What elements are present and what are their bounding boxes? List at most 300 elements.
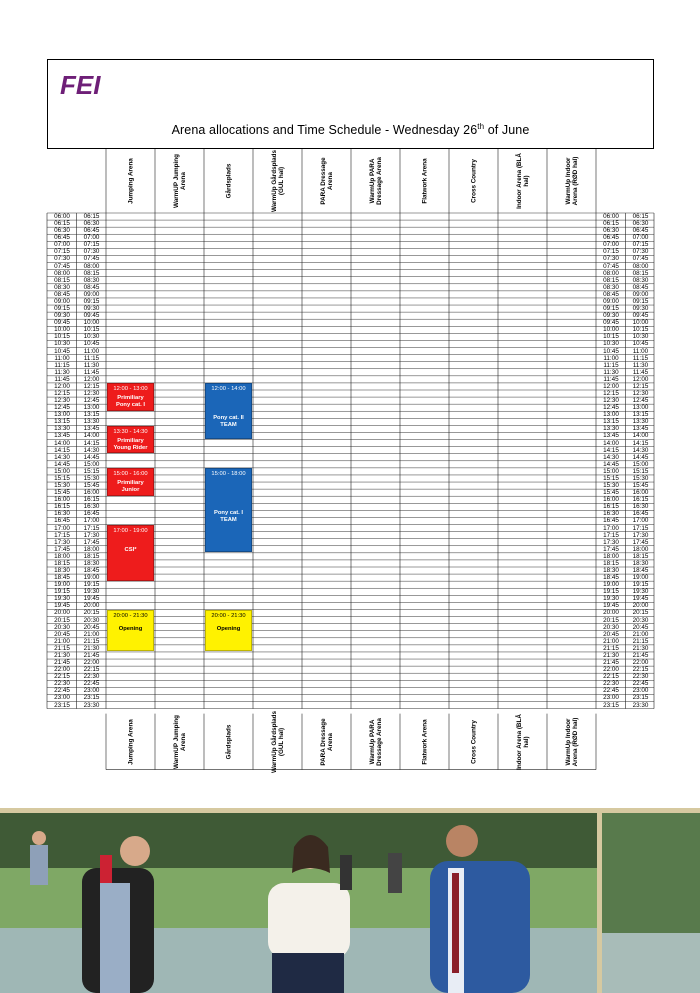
time-cell-right-from: 07:15 bbox=[603, 248, 619, 256]
time-cell-right-to: 14:45 bbox=[632, 453, 649, 461]
time-cell-left-to: 16:00 bbox=[83, 489, 100, 497]
time-cell-left-from: 06:45 bbox=[54, 234, 70, 242]
time-cell-left-to: 11:45 bbox=[83, 368, 100, 376]
time-cell-right-from: 17:00 bbox=[603, 524, 619, 532]
time-cell-right-from: 07:45 bbox=[603, 262, 619, 270]
title-sup: th bbox=[477, 122, 485, 131]
time-cell-left-from: 07:00 bbox=[54, 241, 70, 249]
arena-header-top-9 bbox=[547, 149, 596, 213]
event-time: 13:30 - 14:30 bbox=[113, 428, 148, 435]
time-cell-right-from: 15:30 bbox=[603, 482, 619, 490]
time-cell-right-from: 06:00 bbox=[603, 213, 619, 220]
time-cell-right-from: 17:15 bbox=[603, 531, 619, 539]
event-time: 12:00 - 14:00 bbox=[211, 386, 246, 393]
time-cell-left-from: 16:15 bbox=[54, 503, 70, 511]
time-cell-right-from: 09:15 bbox=[603, 305, 619, 313]
time-cell-right-to: 12:15 bbox=[632, 382, 649, 390]
time-cell-left-to: 18:45 bbox=[83, 567, 100, 574]
time-cell-left-from: 13:30 bbox=[54, 425, 70, 433]
time-cell-left-to: 12:15 bbox=[83, 382, 100, 390]
event-label: Young Rider bbox=[113, 444, 148, 451]
event-label: Pony cat. II bbox=[213, 415, 244, 422]
time-cell-right-from: 18:30 bbox=[603, 567, 619, 574]
time-cell-left-to: 08:00 bbox=[83, 262, 100, 270]
time-cell-right-to: 13:15 bbox=[632, 411, 649, 419]
time-cell-left-from: 06:30 bbox=[54, 227, 70, 235]
time-cell-right-to: 15:30 bbox=[632, 474, 649, 482]
time-cell-left-to: 22:15 bbox=[83, 666, 100, 674]
time-cell-left-to: 14:30 bbox=[83, 446, 100, 454]
time-cell-right-to: 22:15 bbox=[632, 666, 649, 674]
arena-header-bottom-8 bbox=[498, 714, 547, 770]
event-block[interactable] bbox=[205, 610, 252, 651]
time-cell-right-from: 09:30 bbox=[603, 312, 619, 320]
arena-header-label: Jumping Arena bbox=[127, 718, 134, 765]
time-cell-left-to: 20:30 bbox=[83, 616, 100, 624]
page-title bbox=[48, 122, 653, 137]
time-cell-right-to: 19:15 bbox=[632, 581, 649, 589]
time-cell-right-to: 07:00 bbox=[632, 234, 649, 242]
time-cell-left-from: 07:15 bbox=[54, 248, 70, 256]
time-cell-left-to: 10:45 bbox=[83, 340, 100, 348]
arena-header-label: WarmUp Gårdsplads (GUL hal) bbox=[270, 710, 285, 773]
time-cell-left-from: 18:00 bbox=[54, 552, 70, 560]
time-cell-left-from: 12:15 bbox=[54, 390, 70, 397]
time-cell-left-to: 11:30 bbox=[83, 361, 100, 369]
time-cell-left-to: 14:45 bbox=[83, 453, 100, 461]
arena-header-top-7 bbox=[449, 149, 498, 213]
arena-header-label: WarmUp PARA Dressage Arena bbox=[368, 157, 383, 205]
time-cell-left-from: 08:15 bbox=[54, 276, 70, 284]
time-cell-right-to: 11:00 bbox=[632, 347, 649, 355]
title-tail: of June bbox=[484, 123, 530, 138]
time-cell-left-from: 17:30 bbox=[54, 538, 70, 546]
arena-header-bottom-5 bbox=[351, 714, 400, 770]
time-cell-right-to: 16:45 bbox=[632, 510, 649, 518]
time-cell-right-from: 15:15 bbox=[603, 474, 619, 482]
time-cell-left-to: 21:30 bbox=[83, 644, 100, 652]
time-cell-right-to: 22:30 bbox=[632, 673, 649, 681]
time-cell-left-to: 18:30 bbox=[83, 559, 100, 567]
arena-header-bottom-1 bbox=[155, 714, 204, 770]
time-cell-right-from: 16:15 bbox=[603, 503, 619, 511]
time-cell-left-to: 17:00 bbox=[83, 517, 100, 525]
time-cell-right-from: 08:15 bbox=[603, 276, 619, 284]
time-cell-right-to: 10:30 bbox=[632, 333, 649, 341]
event-block[interactable] bbox=[107, 468, 154, 495]
time-cell-right-to: 19:30 bbox=[632, 588, 649, 596]
time-cell-left-from: 13:00 bbox=[54, 411, 70, 419]
time-cell-right-from: 07:00 bbox=[603, 241, 619, 249]
time-cell-left-to: 07:15 bbox=[83, 241, 100, 249]
time-cell-left-to: 22:30 bbox=[83, 673, 100, 681]
time-cell-right-to: 21:00 bbox=[632, 630, 649, 638]
time-cell-right-to: 09:15 bbox=[632, 297, 649, 305]
arena-header-top-6 bbox=[400, 149, 449, 213]
time-cell-right-to: 19:45 bbox=[632, 595, 649, 603]
time-cell-right-from: 14:00 bbox=[603, 439, 619, 447]
arena-header-top-3 bbox=[253, 149, 302, 213]
arena-header-label: Gårdsplads bbox=[225, 724, 232, 759]
time-cell-left-to: 15:15 bbox=[83, 467, 100, 475]
time-cell-right-to: 23:15 bbox=[632, 694, 649, 702]
event-time: 15:00 - 18:00 bbox=[211, 471, 246, 478]
time-cell-right-to: 14:00 bbox=[632, 432, 649, 440]
event-label: CSI* bbox=[124, 547, 137, 554]
time-cell-left-from: 14:30 bbox=[54, 453, 70, 461]
time-cell-left-to: 06:15 bbox=[83, 213, 100, 220]
event-time: 20:00 - 21:30 bbox=[113, 612, 148, 619]
time-cell-left-to: 12:45 bbox=[83, 397, 100, 405]
time-cell-left-from: 19:00 bbox=[54, 581, 70, 589]
event-label: TEAM bbox=[220, 517, 237, 524]
time-cell-left-to: 11:15 bbox=[83, 354, 100, 362]
arena-header-label: WarmUp Indoor Arena (RØD hal) bbox=[564, 717, 579, 766]
time-cell-right-to: 07:45 bbox=[632, 255, 649, 263]
time-cell-left-from: 17:15 bbox=[54, 531, 70, 539]
time-cell-left-from: 10:15 bbox=[54, 333, 70, 341]
event-label: Primiliary bbox=[117, 480, 144, 487]
time-cell-left-from: 09:00 bbox=[54, 297, 70, 305]
time-cell-left-to: 16:30 bbox=[83, 503, 100, 511]
time-cell-left-from: 07:30 bbox=[54, 255, 70, 263]
time-cell-left-from: 17:45 bbox=[54, 545, 70, 553]
time-cell-right-from: 10:45 bbox=[603, 347, 619, 355]
arena-header-label: WarmUp Gårdsplads (GUL hal) bbox=[270, 149, 285, 213]
arena-header-bottom-9 bbox=[547, 714, 596, 770]
time-cell-right-to: 09:00 bbox=[632, 290, 649, 298]
arena-header-top-2 bbox=[204, 149, 253, 213]
time-cell-left-from: 22:30 bbox=[54, 680, 70, 688]
arena-header-label: PARA Dressage Arena bbox=[319, 157, 334, 205]
time-cell-left-to: 07:30 bbox=[83, 248, 100, 256]
time-cell-left-from: 15:30 bbox=[54, 482, 70, 490]
time-cell-left-to: 19:45 bbox=[83, 595, 100, 603]
time-cell-left-to: 20:45 bbox=[83, 623, 100, 631]
time-cell-right-to: 17:15 bbox=[632, 524, 649, 532]
time-cell-right-from: 21:15 bbox=[603, 644, 619, 652]
time-cell-left-to: 19:30 bbox=[83, 588, 100, 596]
event-label: Opening bbox=[216, 625, 241, 632]
time-cell-right-from: 13:45 bbox=[603, 432, 619, 440]
time-cell-left-from: 08:00 bbox=[54, 269, 70, 277]
time-cell-right-from: 07:30 bbox=[603, 255, 619, 263]
time-cell-right-from: 08:45 bbox=[603, 290, 619, 298]
event-block[interactable] bbox=[107, 383, 154, 410]
time-cell-right-to: 15:15 bbox=[632, 467, 649, 475]
time-cell-right-to: 20:45 bbox=[632, 623, 649, 631]
time-cell-left-from: 20:00 bbox=[54, 609, 70, 617]
time-cell-left-from: 08:30 bbox=[54, 283, 70, 291]
time-cell-right-to: 09:30 bbox=[632, 305, 649, 313]
time-cell-right-to: 14:30 bbox=[632, 446, 649, 454]
time-cell-left-from: 07:45 bbox=[54, 262, 70, 270]
time-cell-left-to: 13:15 bbox=[83, 411, 100, 419]
time-cell-left-from: 08:45 bbox=[54, 290, 70, 298]
time-cell-right-from: 23:00 bbox=[603, 694, 619, 702]
time-cell-right-from: 12:00 bbox=[603, 382, 619, 390]
time-cell-right-to: 18:45 bbox=[632, 567, 649, 574]
time-cell-right-to: 13:30 bbox=[632, 418, 649, 426]
time-cell-left-to: 08:45 bbox=[83, 283, 100, 291]
time-cell-left-to: 22:45 bbox=[83, 680, 100, 688]
time-cell-right-from: 19:15 bbox=[603, 588, 619, 596]
time-cell-left-from: 14:45 bbox=[54, 460, 70, 468]
time-cell-right-to: 20:30 bbox=[632, 616, 649, 624]
arena-header-top-1 bbox=[155, 149, 204, 213]
time-cell-left-from: 18:15 bbox=[54, 559, 70, 567]
time-cell-left-from: 12:45 bbox=[54, 404, 70, 412]
time-cell-left-from: 12:30 bbox=[54, 397, 70, 405]
time-cell-left-from: 13:15 bbox=[54, 418, 70, 426]
time-cell-right-to: 11:45 bbox=[632, 368, 649, 376]
time-cell-right-from: 12:45 bbox=[603, 404, 619, 412]
time-cell-left-from: 18:30 bbox=[54, 567, 70, 574]
arena-header-label: Flatwork Arena bbox=[421, 158, 428, 204]
time-cell-right-from: 20:45 bbox=[603, 630, 619, 638]
time-cell-left-from: 10:00 bbox=[54, 326, 70, 334]
time-cell-left-to: 17:15 bbox=[83, 524, 100, 532]
time-cell-right-to: 17:45 bbox=[632, 538, 649, 546]
time-cell-right-from: 10:30 bbox=[603, 340, 619, 348]
time-cell-right-to: 08:00 bbox=[632, 262, 649, 270]
event-block[interactable] bbox=[205, 383, 252, 439]
time-cell-right-from: 20:00 bbox=[603, 609, 619, 617]
time-cell-left-from: 22:00 bbox=[54, 666, 70, 674]
schedule-table bbox=[47, 149, 654, 773]
time-cell-left-from: 22:45 bbox=[54, 687, 70, 695]
time-cell-left-to: 14:15 bbox=[83, 439, 100, 447]
arena-header-bottom-2 bbox=[204, 714, 253, 770]
time-cell-right-from: 08:30 bbox=[603, 283, 619, 291]
time-cell-right-to: 06:15 bbox=[632, 213, 649, 220]
time-cell-left-from: 09:45 bbox=[54, 319, 70, 327]
event-label: Primiliary bbox=[117, 437, 144, 444]
time-cell-left-to: 20:15 bbox=[83, 609, 100, 617]
time-cell-right-to: 16:30 bbox=[632, 503, 649, 511]
time-cell-left-to: 23:30 bbox=[83, 701, 100, 709]
time-cell-left-to: 13:30 bbox=[83, 418, 100, 426]
time-cell-right-from: 06:45 bbox=[603, 234, 619, 242]
time-cell-right-to: 23:00 bbox=[632, 687, 649, 695]
time-cell-left-to: 09:00 bbox=[83, 290, 100, 298]
time-cell-right-from: 16:30 bbox=[603, 510, 619, 518]
time-cell-left-to: 13:45 bbox=[83, 425, 100, 433]
arena-header-bottom-4 bbox=[302, 714, 351, 770]
time-cell-left-from: 21:30 bbox=[54, 651, 70, 659]
time-cell-right-to: 10:15 bbox=[632, 326, 649, 334]
time-cell-left-to: 11:00 bbox=[83, 347, 100, 355]
time-cell-left-to: 10:30 bbox=[83, 333, 100, 341]
time-cell-right-from: 23:15 bbox=[603, 701, 619, 709]
time-cell-right-from: 19:00 bbox=[603, 581, 619, 589]
time-cell-right-from: 10:00 bbox=[603, 326, 619, 334]
time-cell-left-from: 17:00 bbox=[54, 524, 70, 532]
event-label: Primiliary bbox=[117, 395, 144, 402]
time-cell-right-to: 11:30 bbox=[632, 361, 649, 369]
event-label: Pony cat. I bbox=[214, 510, 243, 517]
time-cell-right-from: 11:30 bbox=[603, 368, 619, 376]
time-cell-right-from: 22:30 bbox=[603, 680, 619, 688]
time-cell-right-from: 11:00 bbox=[603, 354, 619, 362]
time-cell-right-from: 20:30 bbox=[603, 623, 619, 631]
time-cell-left-to: 17:45 bbox=[83, 538, 100, 546]
time-cell-right-from: 10:15 bbox=[603, 333, 619, 341]
time-cell-right-to: 08:30 bbox=[632, 276, 649, 284]
time-cell-left-from: 09:30 bbox=[54, 312, 70, 320]
event-block[interactable] bbox=[205, 468, 252, 552]
time-cell-right-to: 10:45 bbox=[632, 340, 649, 348]
time-cell-left-to: 21:00 bbox=[83, 630, 100, 638]
time-cell-right-from: 17:30 bbox=[603, 538, 619, 546]
time-cell-left-to: 15:45 bbox=[83, 482, 100, 490]
time-cell-right-from: 22:00 bbox=[603, 666, 619, 674]
time-cell-left-to: 20:00 bbox=[83, 602, 100, 610]
time-cell-left-from: 11:45 bbox=[54, 375, 70, 383]
time-cell-right-from: 11:45 bbox=[603, 375, 619, 383]
time-cell-right-from: 21:30 bbox=[603, 651, 619, 659]
time-cell-left-to: 17:30 bbox=[83, 531, 100, 539]
time-cell-left-from: 15:15 bbox=[54, 474, 70, 482]
arena-header-label: Cross Country bbox=[470, 719, 477, 764]
time-cell-right-from: 22:45 bbox=[603, 687, 619, 695]
time-cell-left-from: 09:15 bbox=[54, 305, 70, 313]
arena-header-top-5 bbox=[351, 149, 400, 213]
time-cell-right-to: 16:15 bbox=[632, 496, 649, 504]
time-cell-left-to: 14:00 bbox=[83, 432, 100, 440]
time-cell-right-to: 18:00 bbox=[632, 545, 649, 553]
event-label: Junior bbox=[121, 487, 140, 494]
time-cell-left-from: 06:00 bbox=[54, 213, 70, 220]
arena-header-label: WarmUP Jumping Arena bbox=[172, 154, 187, 208]
time-cell-right-to: 08:15 bbox=[632, 269, 649, 277]
time-cell-right-to: 18:30 bbox=[632, 559, 649, 567]
time-cell-right-from: 13:15 bbox=[603, 418, 619, 426]
time-cell-right-to: 19:00 bbox=[632, 574, 649, 582]
time-cell-left-to: 21:15 bbox=[83, 637, 100, 645]
time-cell-right-from: 18:45 bbox=[603, 574, 619, 582]
time-cell-right-to: 13:45 bbox=[632, 425, 649, 433]
time-cell-right-to: 20:15 bbox=[632, 609, 649, 617]
time-cell-left-from: 10:45 bbox=[54, 347, 70, 355]
time-cell-right-from: 14:15 bbox=[603, 446, 619, 454]
time-cell-right-from: 17:45 bbox=[603, 545, 619, 553]
time-cell-right-to: 12:45 bbox=[632, 397, 649, 405]
time-cell-left-to: 12:00 bbox=[83, 375, 100, 383]
time-cell-right-to: 23:30 bbox=[632, 701, 649, 709]
time-cell-left-to: 06:30 bbox=[83, 220, 100, 228]
time-cell-right-from: 09:45 bbox=[603, 319, 619, 327]
time-cell-left-to: 23:15 bbox=[83, 694, 100, 702]
time-cell-right-from: 12:30 bbox=[603, 397, 619, 405]
event-time: 12:00 - 13:00 bbox=[113, 386, 148, 393]
event-photo bbox=[0, 813, 700, 993]
time-cell-right-from: 18:15 bbox=[603, 559, 619, 567]
time-cell-left-from: 20:15 bbox=[54, 616, 70, 624]
time-cell-right-to: 15:45 bbox=[632, 482, 649, 490]
time-cell-right-from: 12:15 bbox=[603, 390, 619, 397]
time-cell-right-to: 06:30 bbox=[632, 220, 649, 228]
time-cell-left-to: 07:45 bbox=[83, 255, 100, 263]
arena-header-label: Jumping Arena bbox=[127, 158, 134, 204]
time-cell-left-from: 12:00 bbox=[54, 382, 70, 390]
time-cell-left-from: 14:15 bbox=[54, 446, 70, 454]
title-main: Arena allocations and Time Schedule - Wednesday 26 bbox=[171, 123, 478, 138]
arena-header-label: WarmUp Indoor Arena (RØD hal) bbox=[564, 156, 579, 206]
time-cell-right-to: 17:00 bbox=[632, 517, 649, 525]
event-label: TEAM bbox=[220, 422, 237, 429]
event-block[interactable] bbox=[107, 426, 154, 453]
time-cell-right-from: 13:30 bbox=[603, 425, 619, 433]
event-block[interactable] bbox=[107, 610, 154, 651]
arena-header-label: Indoor Arena (BLÅ hal) bbox=[515, 153, 530, 209]
arena-header-bottom-7 bbox=[449, 714, 498, 770]
time-cell-left-from: 19:15 bbox=[54, 588, 70, 596]
time-cell-left-from: 20:45 bbox=[54, 630, 70, 638]
arena-header-top-4 bbox=[302, 149, 351, 213]
time-cell-left-to: 09:30 bbox=[83, 305, 100, 313]
time-cell-left-to: 18:15 bbox=[83, 552, 100, 560]
time-cell-right-from: 19:45 bbox=[603, 602, 619, 610]
time-cell-left-to: 08:30 bbox=[83, 276, 100, 284]
time-cell-right-from: 14:30 bbox=[603, 453, 619, 461]
time-cell-left-to: 12:30 bbox=[83, 390, 100, 397]
arena-header-bottom-6 bbox=[400, 714, 449, 770]
time-cell-left-from: 16:30 bbox=[54, 510, 70, 518]
time-cell-right-from: 21:00 bbox=[603, 637, 619, 645]
time-cell-right-to: 20:00 bbox=[632, 602, 649, 610]
time-cell-left-from: 06:15 bbox=[54, 220, 70, 228]
time-cell-right-from: 14:45 bbox=[603, 460, 619, 468]
time-cell-right-to: 21:15 bbox=[632, 637, 649, 645]
time-cell-right-from: 06:15 bbox=[603, 220, 619, 228]
event-block[interactable] bbox=[107, 525, 154, 581]
time-cell-left-to: 16:45 bbox=[83, 510, 100, 518]
arena-header-label: Gårdsplads bbox=[225, 163, 232, 199]
arena-header-label: Indoor Arena (BLÅ hal) bbox=[515, 713, 530, 770]
time-cell-right-to: 14:15 bbox=[632, 439, 649, 447]
time-cell-left-to: 22:00 bbox=[83, 659, 100, 667]
time-cell-right-from: 08:00 bbox=[603, 269, 619, 277]
time-cell-left-from: 21:45 bbox=[54, 659, 70, 667]
time-cell-right-from: 09:00 bbox=[603, 297, 619, 305]
time-cell-right-from: 15:00 bbox=[603, 467, 619, 475]
time-cell-left-to: 13:00 bbox=[83, 404, 100, 412]
event-time: 15:00 - 16:00 bbox=[113, 471, 148, 478]
arena-header-label: Cross Country bbox=[470, 159, 477, 203]
time-cell-left-to: 15:30 bbox=[83, 474, 100, 482]
time-cell-left-to: 15:00 bbox=[83, 460, 100, 468]
time-cell-right-to: 08:45 bbox=[632, 283, 649, 291]
time-cell-left-to: 06:45 bbox=[83, 227, 100, 235]
time-cell-left-to: 19:00 bbox=[83, 574, 100, 582]
time-cell-left-from: 22:15 bbox=[54, 673, 70, 681]
time-cell-left-from: 15:00 bbox=[54, 467, 70, 475]
time-cell-left-to: 23:00 bbox=[83, 687, 100, 695]
time-cell-right-from: 11:15 bbox=[603, 361, 619, 369]
time-cell-left-to: 09:45 bbox=[83, 312, 100, 320]
time-cell-left-from: 13:45 bbox=[54, 432, 70, 440]
arena-header-bottom-3 bbox=[253, 710, 302, 773]
event-time: 20:00 - 21:30 bbox=[211, 612, 246, 619]
time-cell-right-from: 18:00 bbox=[603, 552, 619, 560]
time-cell-left-to: 16:15 bbox=[83, 496, 100, 504]
time-cell-right-from: 16:45 bbox=[603, 517, 619, 525]
time-cell-left-from: 11:15 bbox=[54, 361, 70, 369]
time-cell-left-to: 10:15 bbox=[83, 326, 100, 334]
event-label: Pony cat. I bbox=[116, 402, 145, 409]
time-cell-left-from: 21:00 bbox=[54, 637, 70, 645]
